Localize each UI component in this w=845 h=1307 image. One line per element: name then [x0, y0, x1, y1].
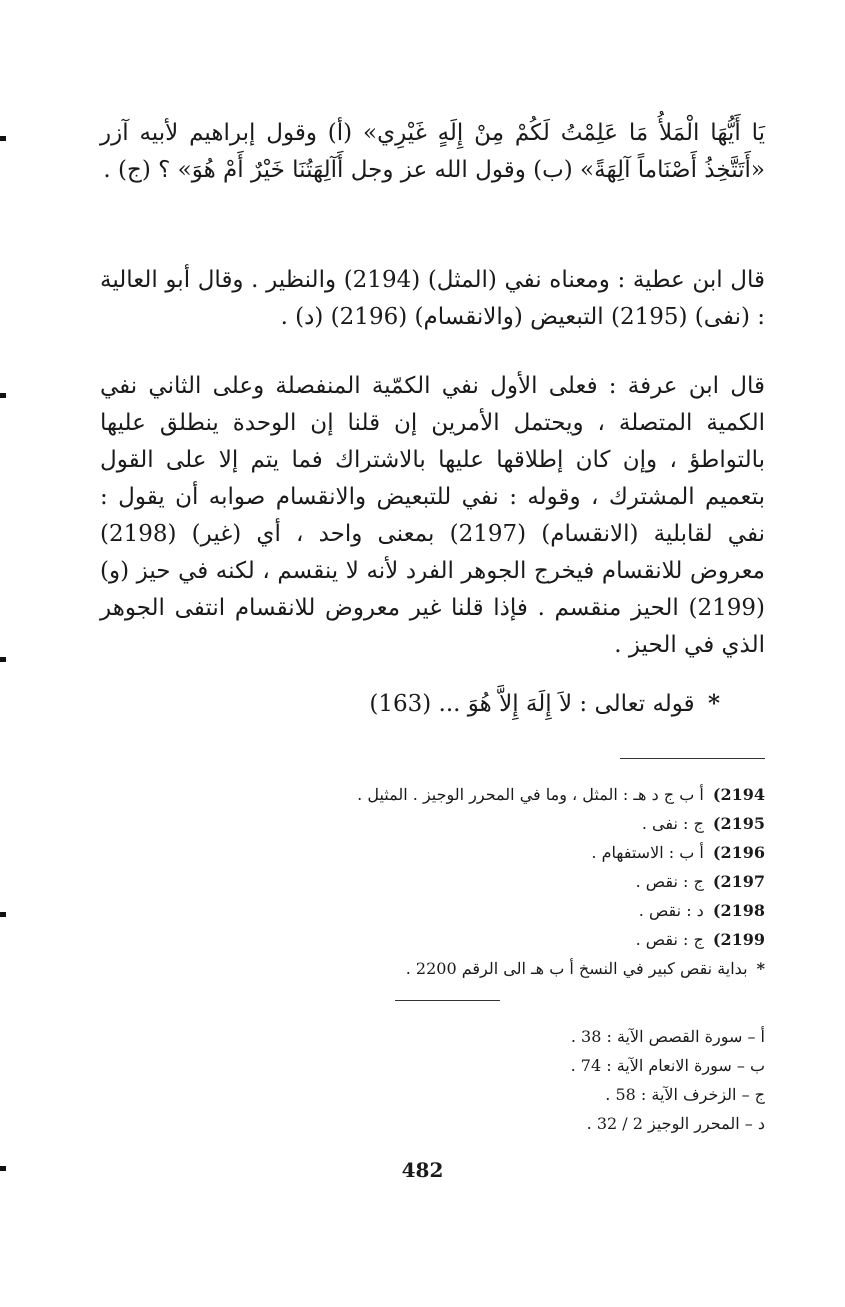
scan-margin-mark	[0, 657, 6, 662]
heading-text: قوله تعالى : لاَ إِلَهَ إِلاَّ هُوَ ... (163)	[369, 691, 695, 717]
paragraph-text: يَا أَيُّهَا الْمَلأُ مَا عَلِمْتُ لَكُمْ مِنْ إِلَهٍ غَيْرِي» (أ) وقول إبراهيم لأبيه آزر «أَتَتَّخِذُ أَصْنَاماً آلِهَةً» (ب) وقول الله عز وجل أَآلِهَتُنَا خَيْرٌ أَمْ هُوَ» ؟ (ج) .	[100, 120, 765, 183]
footnote-number: 2198)	[712, 901, 765, 920]
paragraph-text: قال ابن عرفة : فعلى الأول نفي الكمّية المنفصلة وعلى الثاني نفي الكمية المتصلة ، ويحتمل الأمرين إن قلنا إن الوحدة ينطلق عليها بالتواطؤ ، وإن كان إطلاقها عليها بالاشتراك فما يتم إلا على القول بتعميم المشترك ، وقوله : نفي للتبعيض والانقسام صوابه أن يقول : نفي لقابلية (الانقسام) (2197) بمعنى واحد ، أي (غير) (2198) معروض للانقسام فيخرج الجوهر الفرد لأنه لا ينقسم ، لكنه في حيز (و) (2199) الحيز منقسم . فإذا قلنا غير معروض للانقسام انتفى الجوهر الذي في الحيز .	[100, 373, 765, 658]
footnote-item	[260, 838, 765, 867]
footnote-text: ج : نقص .	[635, 930, 704, 949]
verse-heading	[270, 685, 720, 723]
reference-item: أ – سورة القصص الآية : 38 .	[570, 1027, 765, 1046]
footnote-divider	[620, 758, 765, 759]
footnote-number: *	[756, 959, 765, 978]
footnote-text: ج : نفى .	[641, 814, 704, 833]
footnote-text: د : نقص .	[638, 901, 704, 920]
scan-margin-mark	[0, 912, 6, 917]
footnote-text: أ ب ج د هـ : المثل ، وما في المحرر الوجيز . المثيل .	[357, 785, 704, 804]
footnote-text: أ ب : الاستفهام .	[591, 843, 704, 862]
paragraph-ibn-atiyya	[100, 262, 765, 336]
reference-item: ب – سورة الانعام الآية : 74 .	[570, 1056, 765, 1075]
references-divider	[395, 1000, 500, 1001]
paragraph-text: قال ابن عطية : ومعناه نفي (المثل) (2194) والنظير . وقال أبو العالية : (نفى) (2195) التبعيض (والانقسام) (2196) (د) .	[100, 267, 765, 330]
scan-margin-mark	[0, 393, 6, 398]
footnote-item	[260, 867, 765, 896]
reference-item: ج – الزخرف الآية : 58 .	[605, 1085, 765, 1104]
paragraph-quran-quotes	[100, 115, 765, 189]
footnote-item	[260, 954, 765, 983]
paragraph-ibn-arafa	[100, 368, 765, 664]
scan-margin-mark	[0, 1166, 6, 1171]
footnote-item	[260, 925, 765, 954]
source-references	[470, 1022, 765, 1138]
footnote-number: 2195)	[712, 814, 765, 833]
page-number: 482	[401, 1158, 444, 1182]
reference-item: د – المحرر الوجيز 2 / 32 .	[586, 1114, 765, 1133]
footnote-text: بداية نقص كبير في النسخ أ ب هـ الى الرقم 2200 .	[405, 959, 748, 978]
footnote-item	[260, 780, 765, 809]
footnotes	[260, 780, 765, 983]
heading-star: *	[707, 690, 720, 717]
footnote-item	[260, 809, 765, 838]
scan-margin-mark	[0, 136, 6, 141]
footnote-number: 2199)	[712, 930, 765, 949]
footnote-number: 2197)	[712, 872, 765, 891]
footnote-number: 2194)	[712, 785, 765, 804]
footnote-text: ج : نقص .	[635, 872, 704, 891]
footnote-number: 2196)	[712, 843, 765, 862]
footnote-item	[260, 896, 765, 925]
